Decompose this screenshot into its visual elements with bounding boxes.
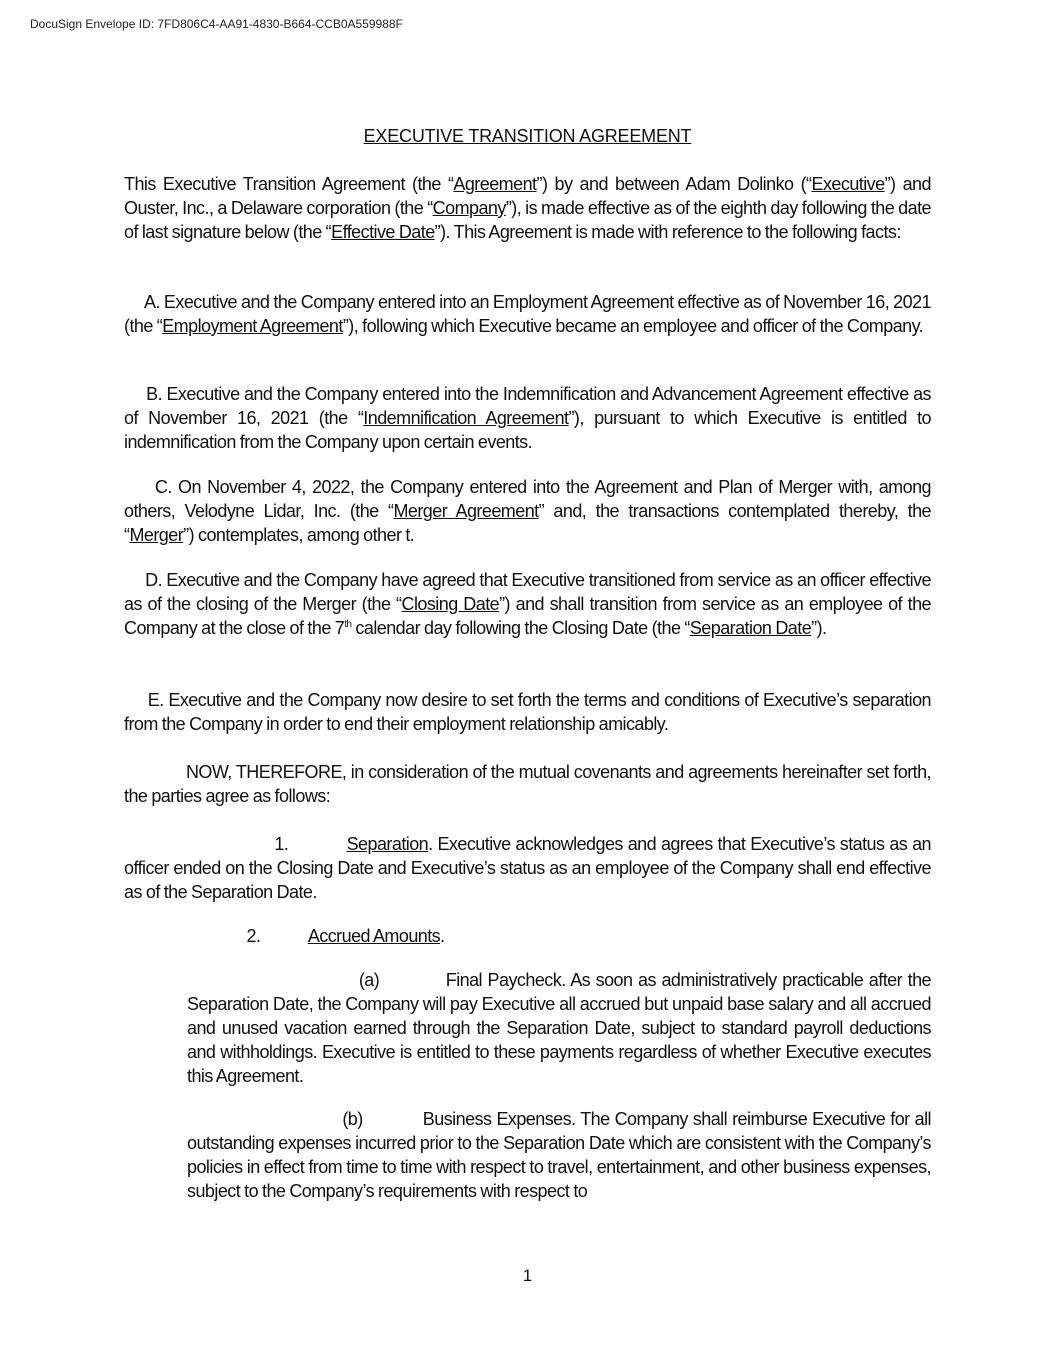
text-run: ”) contemplates, among other t. <box>183 525 415 545</box>
defined-term: Closing Date <box>401 594 500 614</box>
text-run: ”) and shall transition from service as an employee of the Company at the close of the 7 <box>124 594 931 638</box>
text-run: NOW, THEREFORE, in consideration of the mutual covenants and agreements hereinafter set forth, the parties agree as follows: <box>124 762 931 806</box>
paragraph-section-2a <box>187 968 931 1088</box>
defined-term: Indemnification Agreement <box>363 408 569 428</box>
document-title: EXECUTIVE TRANSITION AGREEMENT <box>363 126 692 146</box>
defined-term: Accrued Amounts <box>307 926 441 946</box>
paragraph-recital-e <box>124 688 931 736</box>
text-run: ”), following which Executive became an employee and officer of the Company. <box>342 316 924 336</box>
text-run: E. Executive and the Company now desire to set forth the terms and conditions of Executive’s separation from the Company in order to end their employment relationship amicably. <box>124 690 931 734</box>
page-number: 1 <box>522 1266 533 1285</box>
paragraph-intro <box>124 172 931 244</box>
text-run: (b) Business Expenses. The Company shall reimburse Executive for all outstanding expenses incurred prior to the Separation Date which are consistent with the Company’s policies in effect from time to time with respect to travel, entertainment, and other business expenses, subject to the Company’s requirements with respect to <box>187 1109 931 1201</box>
paragraph-section-2b <box>187 1107 931 1203</box>
defined-term: Merger <box>129 525 184 545</box>
text-run: . <box>440 926 445 946</box>
text-run: B. Executive and the Company entered into the Indemnification and Advancement Agreement effective as of November 16, 2021 (the “ <box>124 384 931 428</box>
docusign-envelope-id: DocuSign Envelope ID: 7FD806C4-AA91-4830-B664-CCB0A559988F <box>30 17 403 31</box>
text-run: ”). This Agreement is made with reference to the following facts: <box>434 222 901 242</box>
paragraph-section-1 <box>124 832 931 904</box>
paragraph-recital-d <box>124 568 931 640</box>
paragraph-section-2 <box>124 924 931 948</box>
text-run: 2. <box>124 926 308 946</box>
paragraph-recital-c <box>124 475 931 547</box>
text-run: ”), pursuant to which Executive is entitled to indemnification from the Company upon certain events. <box>124 408 931 452</box>
text-run: ” and, the transactions contemplated thereby, the “ <box>124 501 932 545</box>
paragraph-recital-b <box>124 382 931 454</box>
defined-term: Employment Agreement <box>162 316 343 336</box>
text-run: ”), is made effective as of the eighth day following the date of last signature below (the “ <box>124 198 931 242</box>
text-run: ”). <box>811 618 827 638</box>
paragraph-now-therefore <box>124 760 931 808</box>
text-run: . Executive acknowledges and agrees that Executive’s status as an officer ended on the Closing Date and Executive’s status as an employee of the Company shall end effective as of the Separation Date. <box>124 834 932 902</box>
text-run: A. Executive and the Company entered into an Employment Agreement effective as of November 16, 2021 (the “ <box>124 292 931 336</box>
text-run: 1. <box>124 834 347 854</box>
text-run: C. On November 4, 2022, the Company entered into the Agreement and Plan of Merger with, among others, Velodyne Lidar, Inc. (the “ <box>124 477 931 521</box>
text-run: ”) by and between Adam Dolinko (“ <box>536 174 812 194</box>
defined-term: Merger Agreement <box>393 501 539 521</box>
paragraph-recital-a <box>124 290 931 338</box>
text-run: calendar day following the Closing Date (the “ <box>351 618 690 638</box>
defined-term: Separation Date <box>689 618 812 638</box>
defined-term: Effective Date <box>331 222 435 242</box>
defined-term: Separation <box>346 834 429 854</box>
text-run: ”) and Ouster, Inc., a Delaware corporation (the “ <box>124 174 931 218</box>
defined-term: Agreement <box>453 174 537 194</box>
text-run: (a) Final Paycheck. As soon as administratively practicable after the Separation Date, the Company will pay Executive all accrued but unpaid base salary and all accrued and unused vacation earned through the Separation Date, subject to standard payroll deductions and withholdings. Executive is entitled to these payments regardless of whether Executive executes this Agreement. <box>187 970 931 1086</box>
text-run: This Executive Transition Agreement (the “ <box>124 174 454 194</box>
defined-term: Executive <box>811 174 885 194</box>
text-run: th <box>344 619 352 630</box>
text-run: D. Executive and the Company have agreed that Executive transitioned from service as an officer effective as of the closing of the Merger (the “ <box>124 570 931 614</box>
defined-term: Company <box>432 198 506 218</box>
